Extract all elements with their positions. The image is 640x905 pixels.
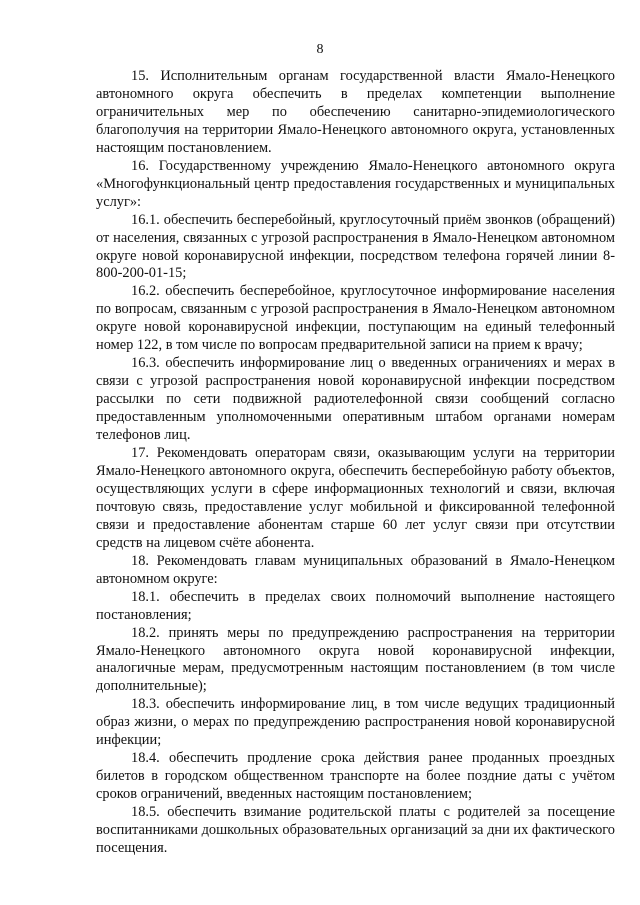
clause-16-3: 16.3. обеспечить информирование лиц о введенных ограничениях и мерах в связи с угрозой распространения новой коронавирусной инфекции посредством рассылки по сети подвижной радиотелефонной связи сообщений согласно предоставленным уполномоченными оперативным штабом органами номерам телефонов лиц. (96, 355, 615, 444)
clause-18-3: 18.3. обеспечить информирование лиц, в том числе ведущих традиционный образ жизни, о мерах по предупреждению распространения новой коронавирусной инфекции; (96, 696, 615, 749)
clause-18: 18. Рекомендовать главам муниципальных образований в Ямало-Ненецком автономном округе: (96, 552, 615, 587)
clause-18-5: 18.5. обеспечить взимание родительской платы с родителей за посещение воспитанниками дошкольных образовательных организаций за дни их фактического посещения. (96, 804, 615, 856)
clause-15: 15. Исполнительным органам государственной власти Ямало-Ненецкого автономного округа обеспечить в пределах компетенции выполнение ограничительных мер по обеспечению санитарно-эпидемиологического благополучия на территории Ямало-Ненецкого автономного округа, установленных настоящим постановлением. (96, 68, 615, 156)
clause-16-2: 16.2. обеспечить бесперебойное, круглосуточное информирование населения по вопросам, связанным с угрозой распространения в Ямало-Ненецком автономном округе новой коронавирусной инфекции, поступающим на единый телефонный номер 122, в том числе по вопросам предварительной записи на прием к врачу; (96, 283, 615, 354)
clause-17: 17. Рекомендовать операторам связи, оказывающим услуги на территории Ямало-Ненецкого автономного округа, обеспечить бесперебойную работу объектов, осуществляющих услуги в сфере информационных технологий и связи, включая почтовую связь, предоставление услуг мобильной и фиксированной телефонной связи и предоставление абонентам старше 60 лет услуг связи при отсутствии средств на лицевом счёте абонента. (96, 445, 615, 551)
clause-18-2: 18.2. принять меры по предупреждению распространения на территории Ямало-Ненецкого автономного округа новой коронавирусной инфекции, аналогичные мерам, предусмотренным настоящим постановлением (в том числе дополнительные); (96, 624, 615, 695)
page-number: 8 (316, 42, 324, 57)
clause-16: 16. Государственному учреждению Ямало-Ненецкого автономного округа «Многофункциональный центр предоставления государственных и муниципальных услуг»: (96, 157, 615, 210)
clause-16-1: 16.1. обеспечить бесперебойный, круглосуточный приём звонков (обращений) от населения, связанных с угрозой распространения в Ямало-Ненецком автономном округе новой коронавирусной инфекции, посредством телефона горячей линии 8-800-200-01-15; (96, 211, 615, 282)
clause-18-1: 18.1. обеспечить в пределах своих полномочий выполнение настоящего постановления; (96, 588, 615, 623)
document-body (96, 68, 615, 858)
clause-18-4: 18.4. обеспечить продление срока действия ранее проданных проездных билетов в городском общественном транспорте на более поздние даты с учётом сроков ограничений, введенных настоящим постановлением; (96, 750, 615, 803)
